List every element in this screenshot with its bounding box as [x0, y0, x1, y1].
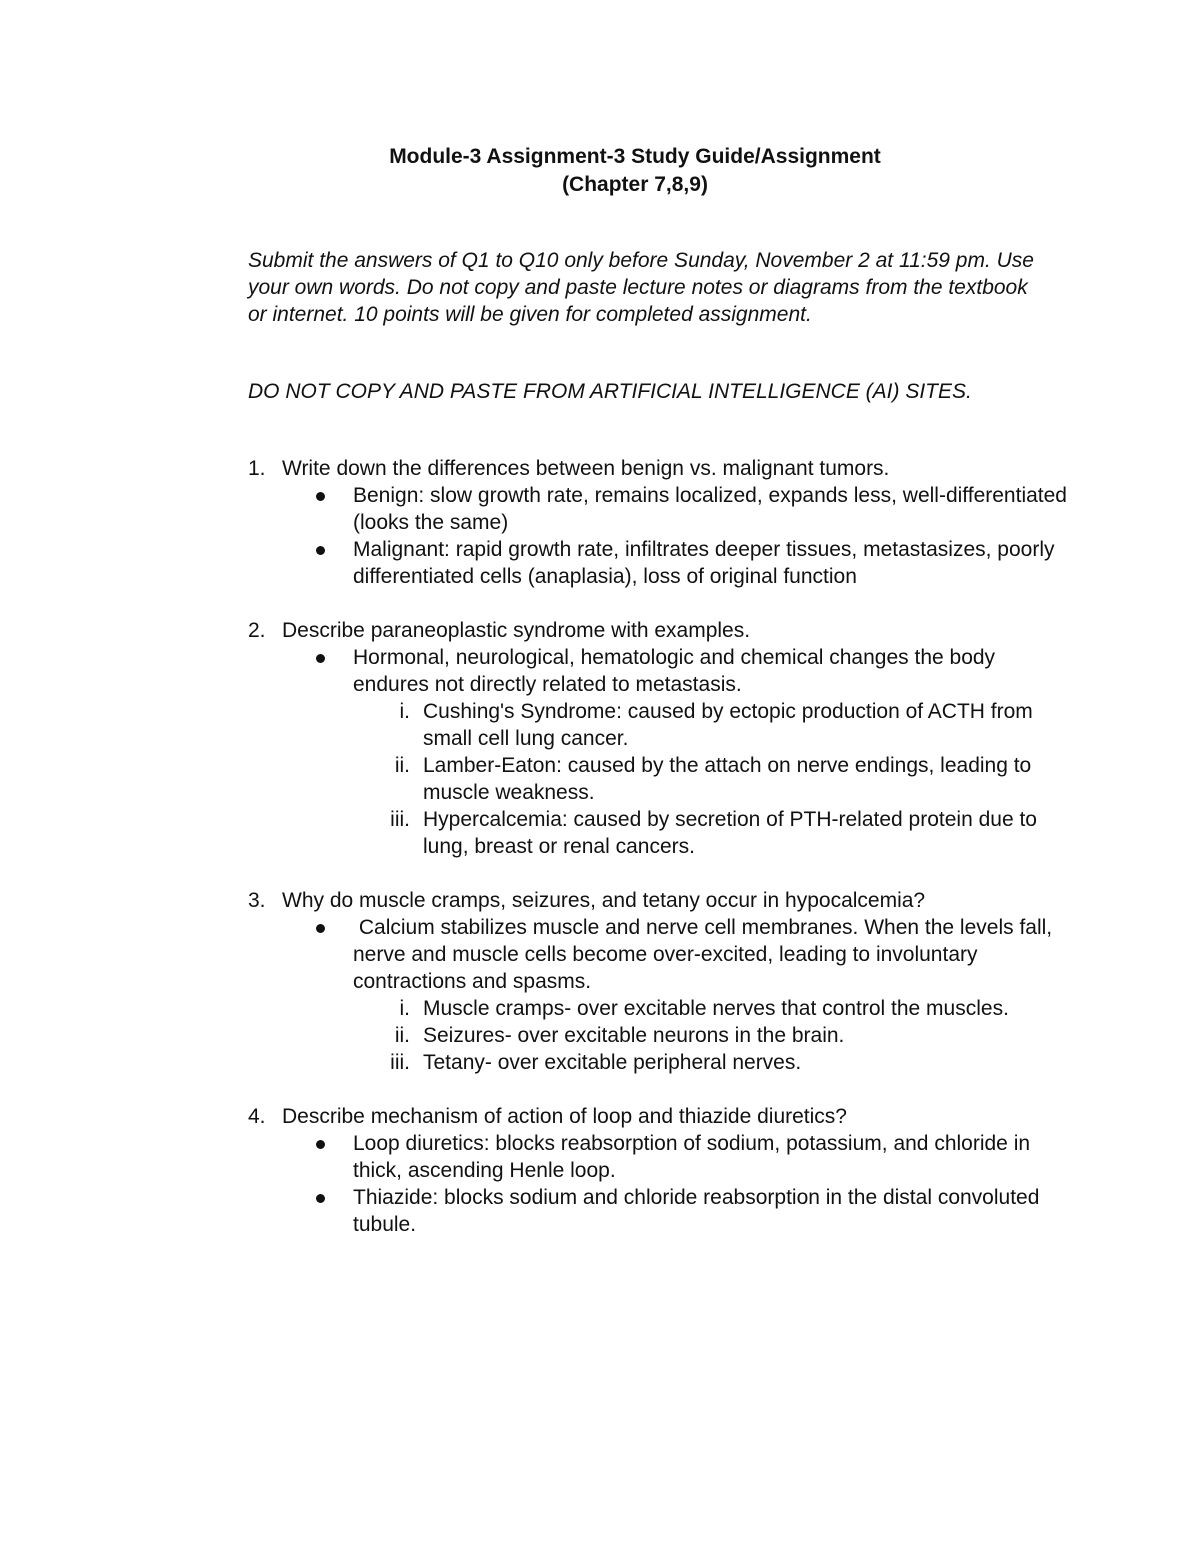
- answer-list: [248, 482, 1073, 590]
- answer-list: [248, 1130, 1068, 1238]
- answer-bullet: [248, 482, 1073, 536]
- answer-text: Thiazide: blocks sodium and chloride reabsorption in the distal convoluted tubule.: [353, 1186, 1046, 1236]
- answer-list: [248, 914, 1068, 1076]
- answer-text: Benign: slow growth rate, remains localized, expands less, well-differentiated (looks the same): [353, 484, 1073, 534]
- sub-answer-text: Hypercalcemia: caused by secretion of PTH-related protein due to lung, breast or renal cancers.: [423, 808, 1037, 858]
- document-title: Module-3 Assignment-3 Study Guide/Assignment: [389, 145, 881, 168]
- answer-bullet: [248, 1184, 1068, 1238]
- sub-answer-text: Seizures- over excitable neurons in the brain.: [423, 1024, 845, 1047]
- question-heading: [248, 617, 1068, 644]
- bullet-dot-icon: [316, 924, 325, 933]
- question-text: Describe mechanism of action of loop and thiazide diuretics?: [282, 1105, 847, 1128]
- question-heading: [248, 455, 1068, 482]
- bullet-dot-icon: [316, 654, 325, 663]
- sub-answer-item: [248, 698, 1068, 752]
- answer-list: [248, 644, 1068, 860]
- question-number: 4.: [248, 1105, 266, 1128]
- answer-text: Malignant: rapid growth rate, infiltrates deeper tissues, metastasizes, poorly differentiated cells (anaplasia), loss of original function: [353, 538, 1061, 588]
- sub-answer-item: [248, 995, 1068, 1022]
- sub-answer-item: [248, 806, 1068, 860]
- sub-answer-text: Tetany- over excitable peripheral nerves.: [423, 1051, 802, 1074]
- question-number: 3.: [248, 889, 266, 912]
- sub-answer-number: ii.: [394, 754, 410, 777]
- answer-bullet: [248, 1130, 1068, 1184]
- answer-text: Calcium stabilizes muscle and nerve cell membranes. When the levels fall, nerve and muscle cells become over-excited, leading to involuntary contractions and spasms.: [353, 916, 1058, 993]
- question-number: 2.: [248, 619, 266, 642]
- question-text: Why do muscle cramps, seizures, and tetany occur in hypocalcemia?: [282, 889, 926, 912]
- sub-answer-list: [248, 995, 1068, 1076]
- instructions-paragraph: Submit the answers of Q1 to Q10 only before Sunday, November 2 at 11:59 pm. Use your own words. Do not copy and paste lecture notes or diagrams from the textbook or internet. 10 points will be given for completed assignment.: [248, 249, 1034, 326]
- sub-answer-text: Lamber-Eaton: caused by the attach on nerve endings, leading to muscle weakness.: [423, 754, 1032, 804]
- sub-answer-text: Cushing's Syndrome: caused by ectopic production of ACTH from small cell lung cancer.: [423, 700, 1033, 750]
- sub-answer-number: iii.: [390, 1051, 410, 1074]
- questions-list: [248, 455, 1073, 1265]
- question-item: [248, 887, 1068, 1076]
- bullet-dot-icon: [316, 1194, 325, 1203]
- sub-answer-item: [248, 752, 1068, 806]
- question-item: [248, 455, 1073, 590]
- warning-paragraph: DO NOT COPY AND PASTE FROM ARTIFICIAL INTELLIGENCE (AI) SITES.: [248, 380, 972, 403]
- question-item: [248, 1103, 1068, 1238]
- sub-answer-item: [248, 1049, 1068, 1076]
- question-number: 1.: [248, 457, 266, 480]
- bullet-dot-icon: [316, 546, 325, 555]
- sub-answer-item: [248, 1022, 1068, 1049]
- question-heading: [248, 887, 1068, 914]
- sub-answer-number: iii.: [390, 808, 410, 831]
- answer-bullet: [248, 914, 1068, 995]
- question-text: Write down the differences between benign vs. malignant tumors.: [282, 457, 890, 480]
- answer-text: Loop diuretics: blocks reabsorption of sodium, potassium, and chloride in thick, ascending Henle loop.: [353, 1132, 1036, 1182]
- question-text: Describe paraneoplastic syndrome with examples.: [282, 619, 751, 642]
- answer-text: Hormonal, neurological, hematologic and chemical changes the body endures not directly related to metastasis.: [353, 646, 1001, 696]
- sub-answer-number: i.: [399, 700, 410, 723]
- sub-answer-number: ii.: [394, 1024, 410, 1047]
- question-item: [248, 617, 1068, 860]
- sub-answer-number: i.: [399, 997, 410, 1020]
- answer-bullet: [248, 536, 1068, 590]
- sub-answer-text: Muscle cramps- over excitable nerves that control the muscles.: [423, 997, 1009, 1020]
- bullet-dot-icon: [316, 492, 325, 501]
- document-subtitle: (Chapter 7,8,9): [562, 173, 708, 196]
- bullet-dot-icon: [316, 1140, 325, 1149]
- sub-answer-list: [248, 698, 1068, 860]
- question-heading: [248, 1103, 1068, 1130]
- answer-bullet: [248, 644, 1068, 698]
